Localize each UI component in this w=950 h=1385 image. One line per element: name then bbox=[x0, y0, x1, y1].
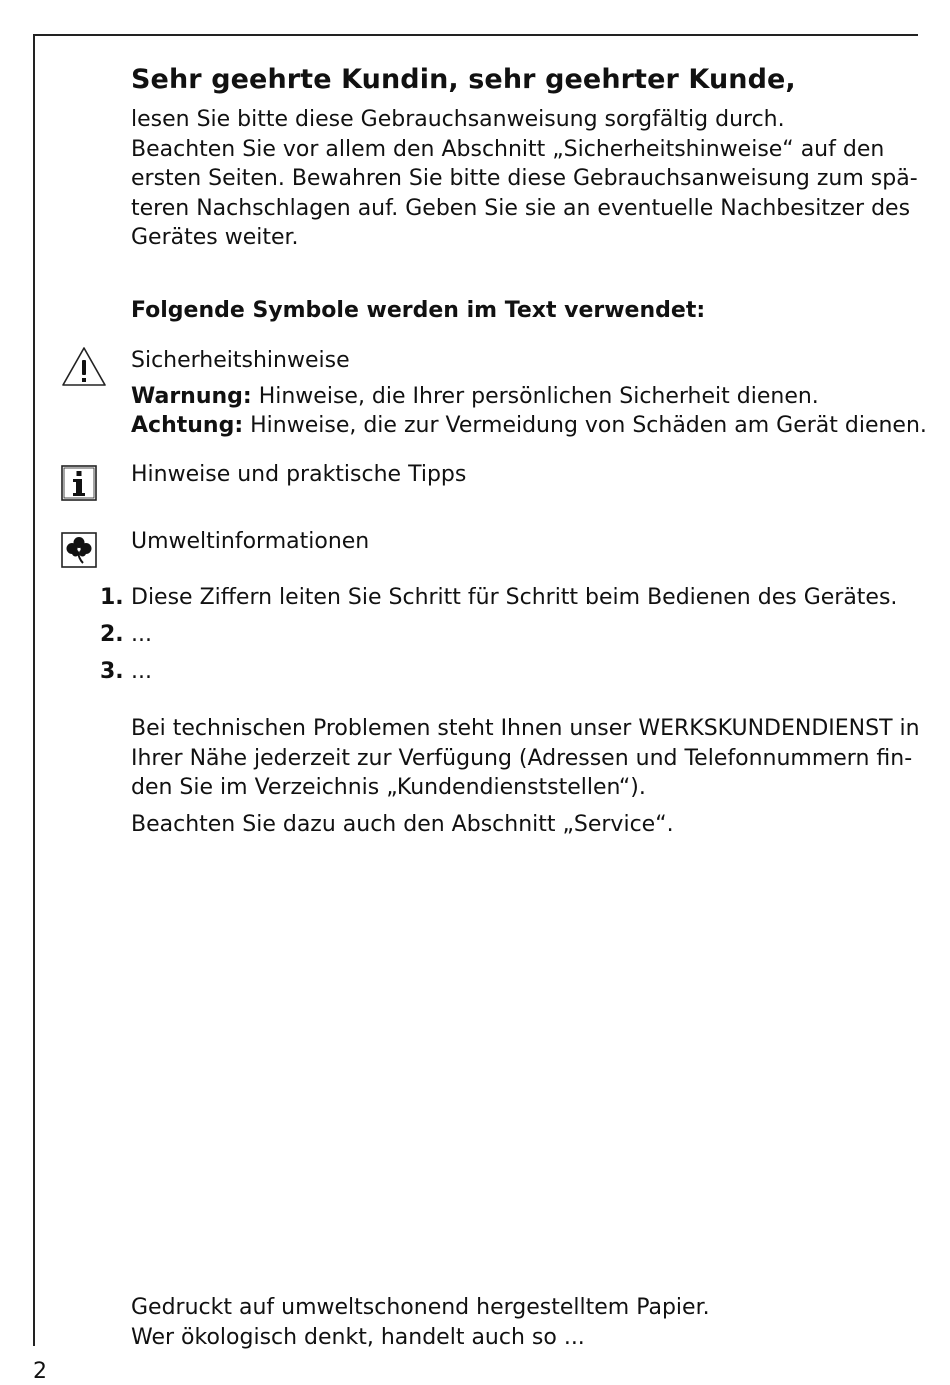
left-margin-rule bbox=[33, 34, 35, 1346]
step-number: 1. bbox=[100, 585, 124, 610]
service-line: den Sie im Verzeichnis „Kundendienststellen“). bbox=[131, 775, 646, 800]
step-number: 2. bbox=[100, 622, 124, 647]
safety-label: Sicherheitshinweise bbox=[131, 348, 350, 373]
step-text: Diese Ziffern leiten Sie Schritt für Schritt beim Bedienen des Gerätes. bbox=[131, 585, 898, 610]
intro-line: lesen Sie bitte diese Gebrauchsanweisung sorgfältig durch. bbox=[131, 107, 785, 132]
footer-line: Gedruckt auf umweltschonend hergestelltem Papier. bbox=[131, 1295, 710, 1320]
footer-line: Wer ökologisch denkt, handelt auch so ... bbox=[131, 1324, 585, 1350]
service-paragraph bbox=[131, 714, 920, 839]
service-line: Ihrer Nähe jederzeit zur Verfügung (Adressen und Telefonnummern fin- bbox=[131, 745, 913, 771]
page-number: 2 bbox=[33, 1359, 47, 1384]
achtung-term: Achtung: bbox=[131, 413, 244, 438]
page-heading: Sehr geehrte Kundin, sehr geehrter Kunde, bbox=[131, 64, 796, 95]
step-text: ... bbox=[131, 622, 152, 647]
warnung-definition bbox=[131, 382, 819, 411]
warning-triangle-icon bbox=[60, 345, 108, 389]
info-icon bbox=[61, 465, 97, 501]
intro-paragraph bbox=[131, 105, 918, 253]
step-number: 3. bbox=[100, 659, 124, 684]
intro-line: Beachten Sie vor allem den Abschnitt „Sicherheitshinweise“ auf den bbox=[131, 136, 885, 162]
step-item bbox=[100, 657, 152, 686]
achtung-text: Hinweise, die zur Vermeidung von Schäden am Gerät dienen. bbox=[243, 413, 927, 438]
step-text: ... bbox=[131, 659, 152, 684]
footer-note bbox=[131, 1293, 710, 1352]
clover-icon bbox=[61, 532, 97, 568]
warnung-term: Warnung: bbox=[131, 384, 252, 409]
service-note: Beachten Sie dazu auch den Abschnitt „Service“. bbox=[131, 811, 674, 837]
tips-label: Hinweise und praktische Tipps bbox=[131, 462, 467, 487]
step-item bbox=[100, 583, 897, 612]
intro-line: Gerätes weiter. bbox=[131, 225, 299, 250]
environment-label: Umweltinformationen bbox=[131, 529, 370, 554]
intro-line: ersten Seiten. Bewahren Sie bitte diese Gebrauchsanweisung zum spä- bbox=[131, 166, 918, 191]
symbols-heading: Folgende Symbole werden im Text verwendet: bbox=[131, 298, 706, 323]
top-rule bbox=[33, 34, 918, 36]
achtung-definition bbox=[131, 411, 927, 440]
intro-line: teren Nachschlagen auf. Geben Sie sie an eventuelle Nachbesitzer des bbox=[131, 195, 911, 221]
step-item bbox=[100, 620, 152, 649]
warnung-text: Hinweise, die Ihrer persönlichen Sicherheit dienen. bbox=[251, 384, 819, 409]
service-line: Bei technischen Problemen steht Ihnen unser WERKSKUNDENDIENST in bbox=[131, 716, 920, 741]
